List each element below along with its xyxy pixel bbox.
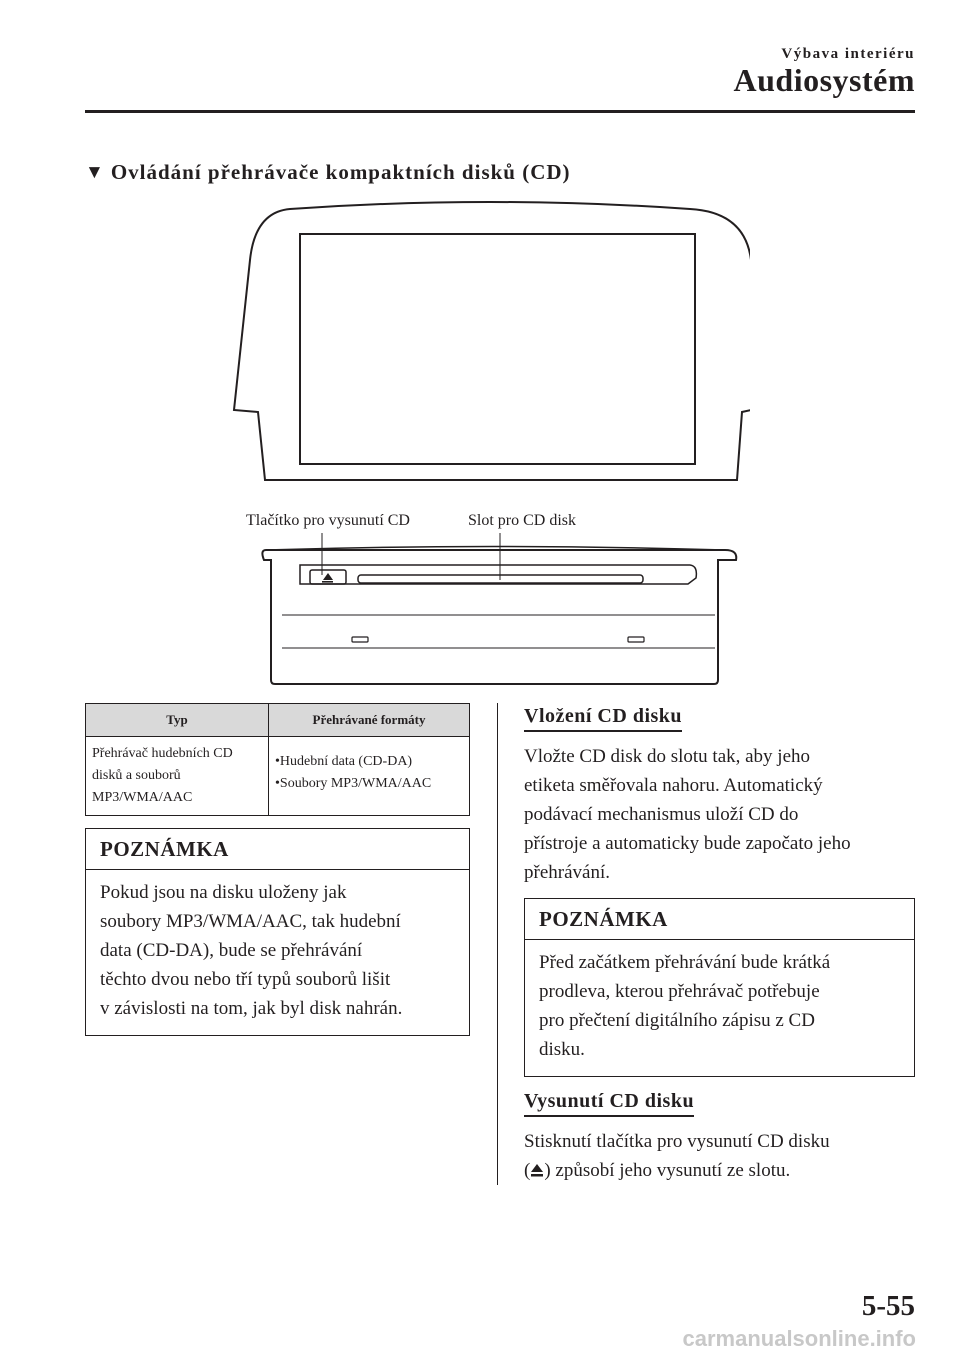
chapter-title: Audiosystém <box>733 62 915 98</box>
right-column <box>524 705 916 887</box>
insert-paragraph: Vložte CD disk do slotu tak, aby jeho etiketa směřovala nahoru. Automatický podávací mechanismus uloží CD do přístroje a automaticky bude započato jeho přehrávání. <box>524 746 851 883</box>
section-heading <box>85 160 571 185</box>
display-screen <box>300 234 695 464</box>
eject-heading: Vysunutí CD disku <box>524 1090 694 1117</box>
note-body: Pokud jsou na disku uloženy jak soubory MP3/WMA/AAC, tak hudební data (CD-DA), bude se přehrávání těchto dvou nebo tří typů souborů lišit v závislosti na tom, jak byl disk nahrán. <box>100 882 403 1019</box>
cd-player-illustration <box>230 200 750 700</box>
section-heading-text: Ovládání přehrávače kompaktních disků (CD) <box>110 160 571 184</box>
eject-section <box>524 1090 916 1185</box>
table-cell-type: Přehrávač hudebních CD disků a souborů MP3/WMA/AAC <box>86 737 269 816</box>
table-header-formats: Přehrávané formáty <box>269 704 470 737</box>
header-rule <box>85 110 915 113</box>
eject-icon <box>530 1162 544 1178</box>
cd-slot-label: Slot pro CD disk <box>468 512 577 529</box>
eject-button-icon <box>323 573 333 580</box>
triangle-bullet-icon: ▼ <box>85 161 105 183</box>
table-header-type: Typ <box>86 704 269 737</box>
note-box-right <box>524 898 915 1077</box>
table-cell-formats: •Hudební data (CD-DA) •Soubory MP3/WMA/AAC <box>269 737 470 816</box>
chapter-label: Výbava interiéru <box>781 46 915 62</box>
column-divider <box>497 703 498 1185</box>
formats-table <box>85 703 470 816</box>
note-box-left <box>85 828 470 1036</box>
page-number: 5-55 <box>861 1290 915 1322</box>
cd-player-drawing <box>230 200 750 700</box>
note-body: Před začátkem přehrávání bude krátká prodleva, kterou přehrávač potřebuje pro přečtení digitálního zápisu z CD disku. <box>539 952 831 1060</box>
insert-heading: Vložení CD disku <box>524 705 682 732</box>
watermark: carmanualsonline.info <box>682 1326 916 1351</box>
display-housing <box>234 202 750 480</box>
eject-paragraph: Stisknutí tlačítka pro vysunutí CD disku ( ) způsobí jeho vysunutí ze slotu. <box>524 1131 830 1181</box>
eject-button-label: Tlačítko pro vysunutí CD <box>246 512 410 529</box>
note-title: POZNÁMKA <box>525 899 914 940</box>
note-title: POZNÁMKA <box>86 829 469 870</box>
table-row <box>86 737 470 816</box>
table-header-row <box>86 704 470 737</box>
